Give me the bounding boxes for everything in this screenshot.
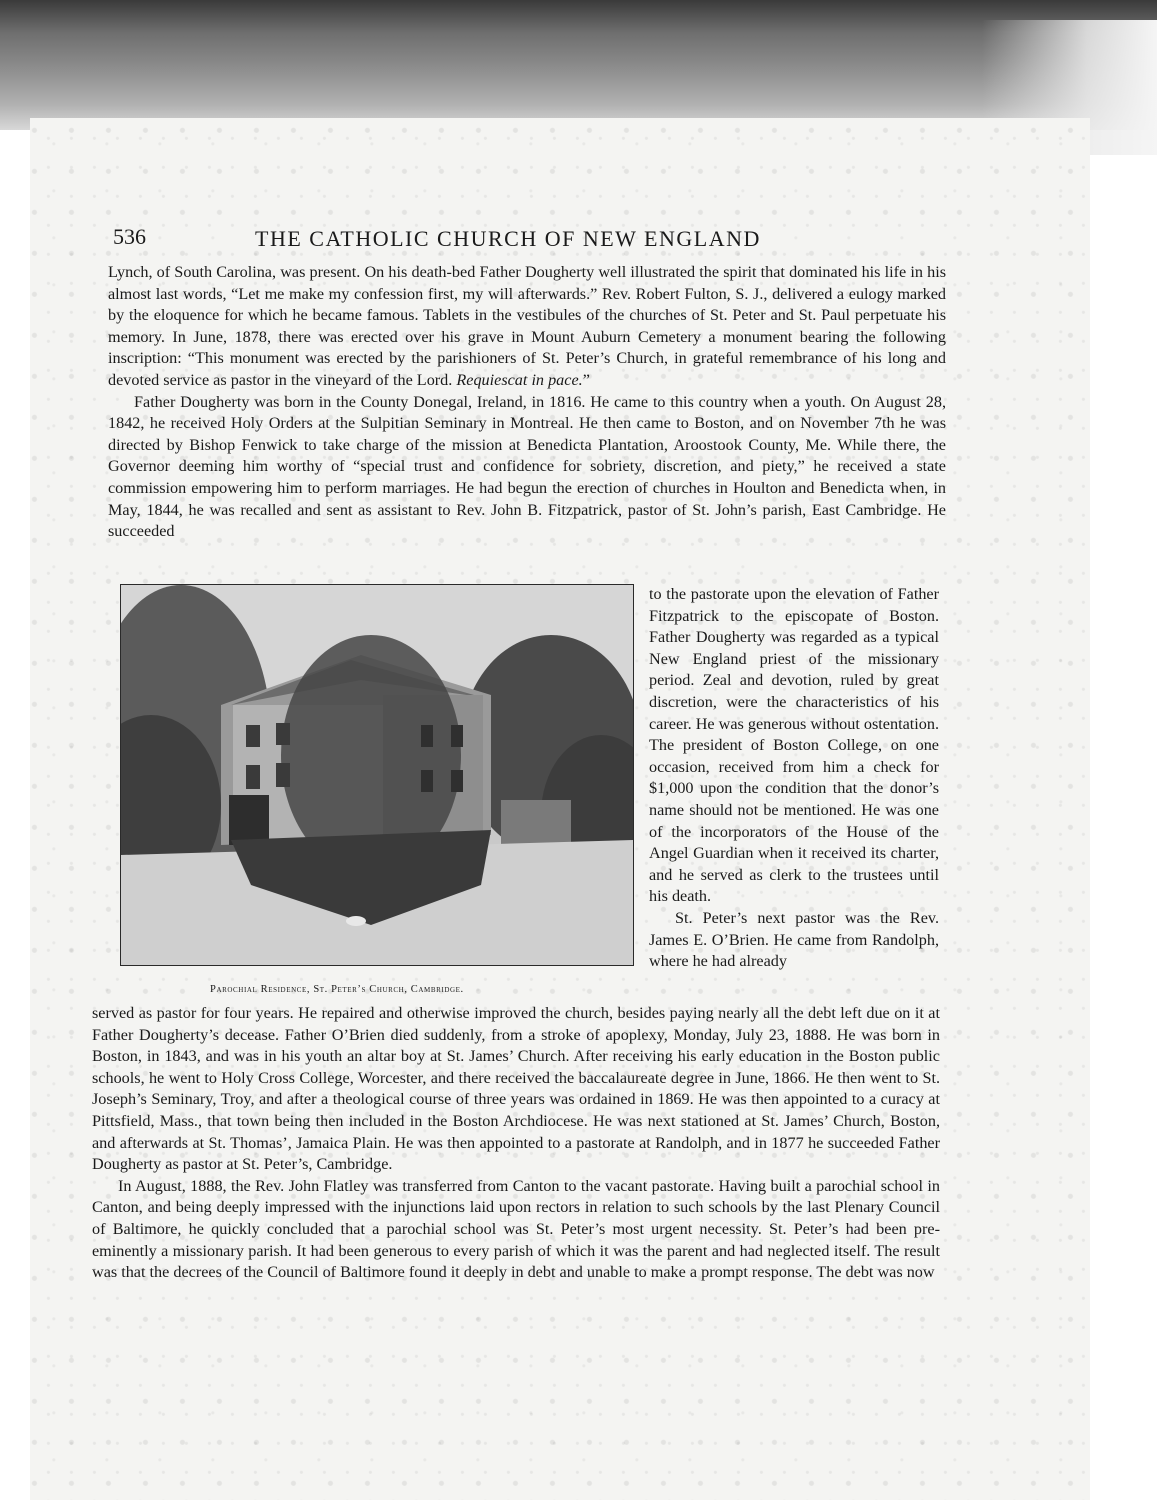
paragraph: Father Dougherty was born in the County Donegal, Ireland, in 1816. He came to this country when a youth. On August 28, 1842, he received Holy Orders at the Sulpitian Seminary in Montreal. He then came to Boston, and on November 7th he was directed by Bishop Fenwick to take charge of the mission at Benedicta Plantation, Aroostook County, Me. While there, the Governor deeming him worthy of “special trust and confidence for sobriety, discretion, and piety,” he received a state commission empowering him to perform marriages. He had begun the erection of churches in Houlton and Benedicta when, in May, 1844, he was recalled and sent as assistant to Rev. John B. Fitzpatrick, pastor of St. John’s parish, East Cambridge. He succeeded — [108, 392, 946, 541]
parochial-residence-photo — [120, 584, 634, 966]
paragraph: St. Peter’s next pastor was the Rev. James E. O’Brien. He came from Randolph, where he had already — [649, 908, 939, 971]
top-text-block — [108, 262, 946, 543]
closing-quote: ” — [582, 370, 590, 389]
paragraph: to the pastorate upon the elevation of Father Fitzpatrick to the episcopate of Boston. Father Dougherty was regarded as a typical New England priest of the missionary period. Zeal and devotion, ruled by great discretion, were the characteristics of his career. He was generous without ostentation. The president of Boston College, on one occasion, received from him a check for $1,000 upon the condition that the donor’s name should not be mentioned. He was one of the incorporators of the House of the Angel Guardian when it received its charter, and he served as clerk to the trustees until his death. — [649, 585, 939, 906]
page-header — [113, 222, 948, 256]
side-text-column — [649, 584, 939, 973]
page-number: 536 — [113, 224, 146, 249]
bottom-text-block — [92, 1003, 940, 1284]
latin-phrase: Requiescat in pace. — [456, 370, 583, 389]
paragraph-text: Lynch, of South Carolina, was present. On his death-bed Father Dougherty well illustrated the spirit that dominated his life in his almost last words, “Let me make my confession first, my will afterwards.” Rev. Robert Fulton, S. J., delivered a eulogy marked by the eloquence for which he became famous. Tablets in the vestibules of the churches of St. Peter and St. Paul perpetuate his memory. In June, 1878, there was erected over his grave in Mount Auburn Cemetery a monument bearing the following inscription: “This monument was erected by the parishioners of St. Peter’s Church, in grateful remembrance of his long and devoted service as pastor in the vineyard of the Lord. — [108, 263, 946, 389]
figure-caption: Parochial Residence, St. Peter’s Church, Cambridge. — [210, 984, 464, 995]
figure — [120, 584, 634, 995]
running-head: THE CATHOLIC CHURCH OF NEW ENGLAND — [255, 226, 761, 251]
paragraph — [108, 262, 946, 392]
paragraph: In August, 1888, the Rev. John Flatley was transferred from Canton to the vacant pastorate. Having built a parochial school in Canton, and being deeply impressed with the injunctions laid upon rectors in relation to such schools by the last Plenary Council of Baltimore, he quickly concluded that a parochial school was St. Peter’s most urgent necessity. St. Peter’s had been pre-eminently a missionary parish. It had been generous to every parish of which it was the parent and had neglected itself. The result was that the decrees of the Council of Baltimore found it deeply in debt and unable to make a prompt response. The debt was now — [92, 1176, 940, 1282]
paragraph: served as pastor for four years. He repaired and otherwise improved the church, besides paying nearly all the debt left due on it at Father Dougherty’s decease. Father O’Brien died suddenly, from a stroke of apoplexy, Monday, July 23, 1888. He was born in Boston, in 1843, and was in his youth an altar boy at St. James’ Church. After receiving his early education in the Boston public schools, he went to Holy Cross College, Worcester, and there received the baccalaureate degree in June, 1866. He then went to St. Joseph’s Seminary, Troy, and after a theological course of three years was ordained in 1869. He was then appointed to a curacy at Pittsfield, Mass., that town being then included in the Boston Archdiocese. He was next stationed at St. James’ Church, Boston, and afterwards at St. Thomas’, Jamaica Plain. He was then appointed to a pastorate at Randolph, and in 1877 he succeeded Father Dougherty as pastor at St. Peter’s, Cambridge. — [92, 1004, 940, 1174]
